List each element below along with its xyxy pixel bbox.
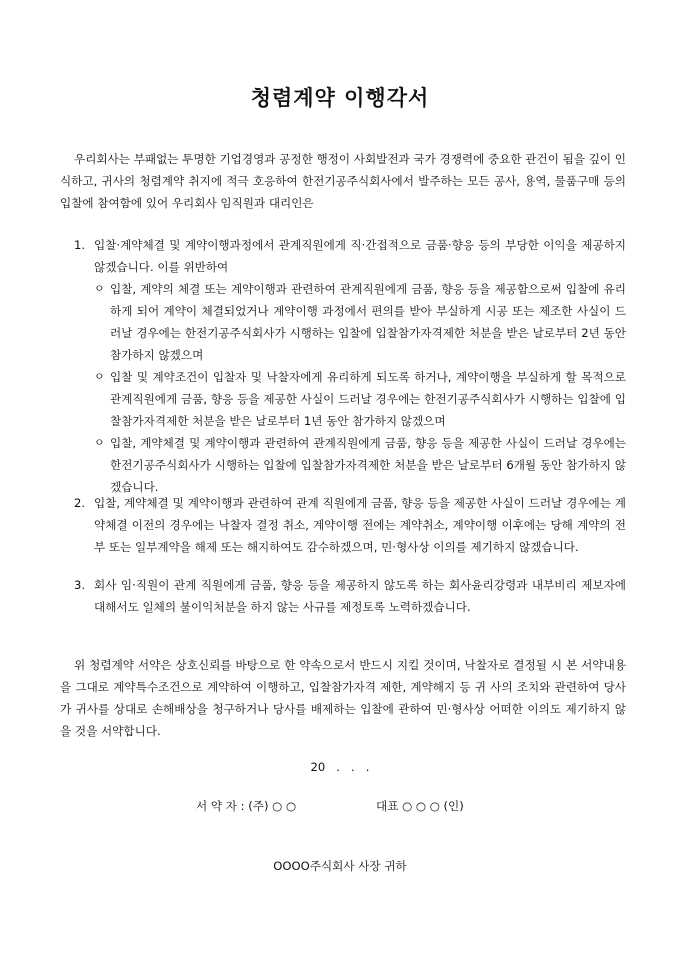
item-1-number: 1.: [74, 238, 86, 252]
closing-paragraph: 위 청렴계약 서약은 상호신뢰를 바탕으로 한 약속으로서 반드시 지킬 것이며, 낙찰자로 결정될 시 본 서약내용을 그대로 계약특수조건으로 계약하여 이행하고, 입찰참가자격 제한, 계약해지 등 귀 사의 조치와 관련하여 당사가 귀사를 상대로 손해배상을 청구하거나 당사를 배제하는 입찰에 관하여 민·형사상 어떠한 이의도 제기하지 않을 것을 서약합니다.: [60, 658, 626, 738]
item-1-sub-2: 입찰 및 계약조건이 입찰자 및 낙찰자에게 유리하게 되도록 하거나, 계약이행을 부실하게 할 목적으로 관계직원에게 금품, 향응 등을 제공한 사실이 드러날 경우에는 한전기공주식회사가 시행하는 입찰에 입찰참가자격제한 처분을 받은 날로부터 1년 동안 참가하지 않겠으며: [110, 370, 626, 428]
bullet-1-1: ㅇ: [94, 282, 105, 295]
bullet-1-2: ㅇ: [94, 370, 105, 383]
item-1-text: 입찰·계약체결 및 계약이행과정에서 관계직원에게 직·간접적으로 금품·향응 등의 부당한 이익을 제공하지 않겠습니다. 이를 위반하여: [94, 238, 626, 274]
document-title: 청렴계약 이행각서: [250, 85, 430, 110]
item-1-sub-1: 입찰, 계약의 체결 또는 계약이행과 관련하여 관계직원에게 금품, 향응 등을 제공함으로써 입찰에 유리하게 되어 계약이 체결되었거나 계약이행 과정에서 편의를 받아 부실하게 시공 또는 제조한 사실이 드러날 경우에는 한전기공주식회사가 시행하는 입찰에 입찰참가자격제한 처분을 받은 날로부터 2년 동안 참가하지 않겠으며: [110, 282, 626, 362]
intro-paragraph: 우리회사는 부패없는 투명한 기업경영과 공정한 행정이 사회발전과 국가 경쟁력에 중요한 관건이 됨을 깊이 인식하고, 귀사의 청렴계약 취지에 적극 호응하여 한전기공주식회사에서 발주하는 모든 공사, 용역, 물품구매 등의 입찰에 참여함에 있어 우리회사 임직원과 대리인은: [60, 152, 626, 210]
item-2-number: 2.: [74, 496, 86, 510]
item-3-number: 3.: [74, 578, 86, 592]
addressee: OOOO주식회사 사장 귀하: [273, 859, 407, 873]
date-line: 20 . . .: [310, 760, 370, 774]
item-2-text: 입찰, 계약체결 및 계약이행과 관련하여 관계 직원에게 금품, 향응 등을 제공한 사실이 드러날 경우에는 계약체결 이전의 경우에는 낙찰자 결정 취소, 계약이행 전에는 계약취소, 계약이행 이후에는 당해 계약의 전부 또는 일부계약을 해제 또는 해지하여도 감수하겠으며, 민·형사상 이의를 제기하지 않겠습니다.: [94, 496, 626, 554]
bullet-1-3: ㅇ: [94, 436, 105, 449]
item-1-sub-3: 입찰, 계약체결 및 계약이행과 관련하여 관계직원에게 금품, 향응 등을 제공한 사실이 드러날 경우에는 한전기공주식회사가 시행하는 입찰에 입찰참가자격제한 처분을 받은 날로부터 6개월 동안 참가하지 않겠습니다.: [110, 436, 626, 494]
representative-signature: 대표 ○ ○ ○ (인): [376, 799, 464, 813]
item-3-text: 회사 임·직원이 관계 직원에게 금품, 향응 등을 제공하지 않도록 하는 회사윤리강령과 내부비리 제보자에 대해서도 일체의 불이익처분을 하지 않는 사규를 제정토록 노력하겠습니다.: [94, 578, 626, 614]
signer-label: 서 약 자 : (주) ○ ○: [196, 799, 297, 813]
